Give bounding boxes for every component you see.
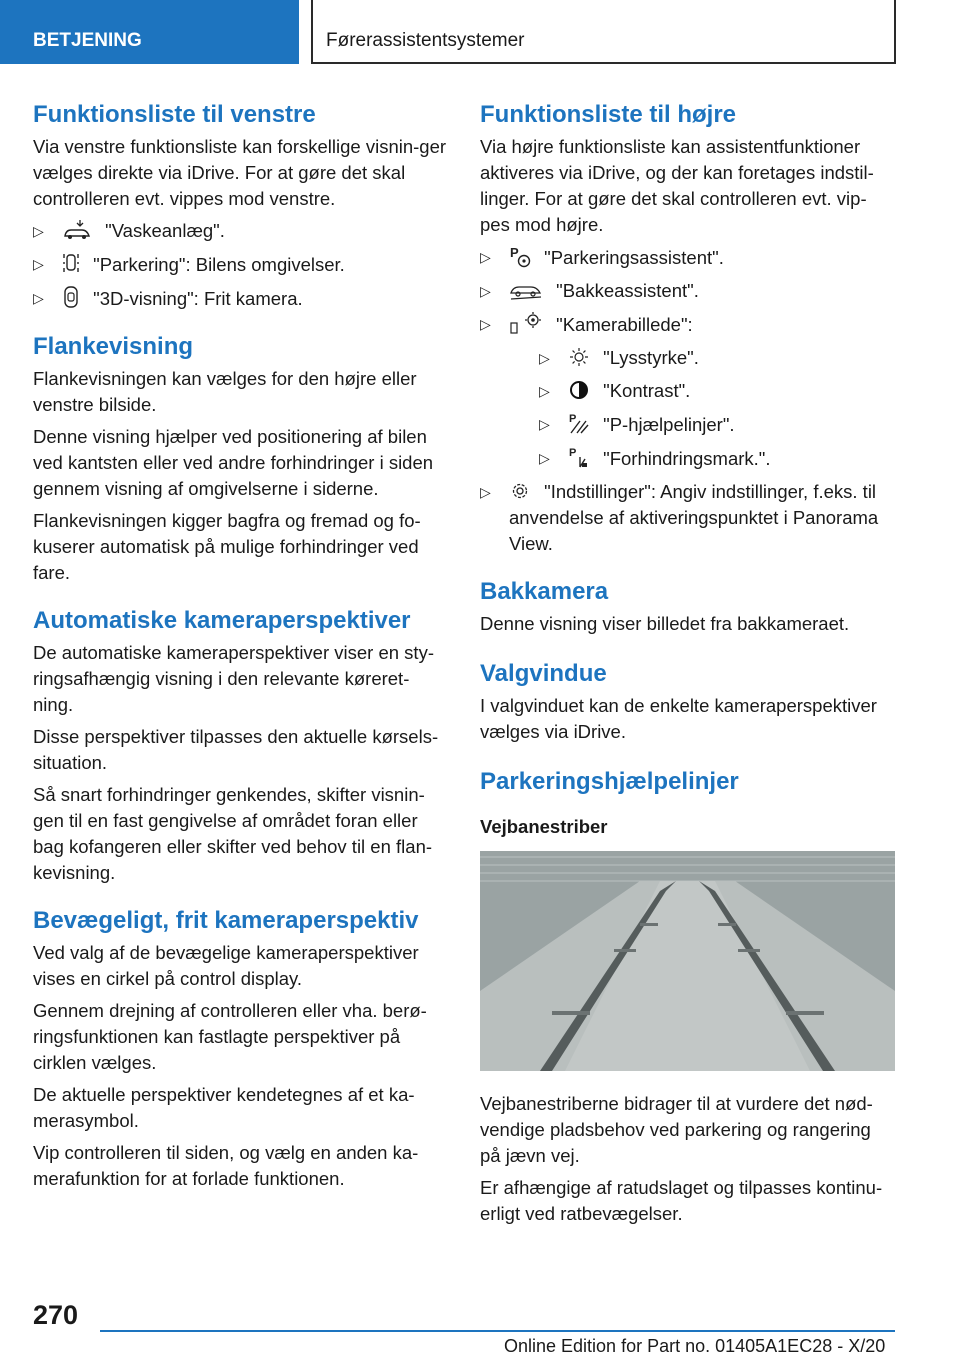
p-lines-icon: [568, 411, 590, 435]
bullet-icon: ▷: [539, 383, 550, 399]
heading-automatic-perspectives: Automatiske kameraperspektiver: [33, 607, 411, 634]
item-label: "Kamerabillede":: [556, 314, 693, 335]
parking-view-icon: [62, 251, 80, 275]
right-function-items: [480, 244, 895, 557]
item-label: "Lysstyrke".: [603, 347, 699, 368]
bullet-icon: ▷: [539, 416, 550, 432]
heading-left-function-list: Funktionsliste til venstre: [33, 101, 316, 128]
item-label: "Forhindringsmark.".: [603, 448, 771, 469]
paragraph: Denne visning viser billedet fra bakkameraet.: [480, 613, 850, 634]
item-label: "3D-visning": Frit kamera.: [93, 288, 303, 309]
item-label: "Bakkeassistent".: [556, 280, 699, 301]
section-parking-lines: [480, 767, 895, 1227]
paragraph: Flankevisningen kan vælges for den højre eller venstre bilside.: [33, 368, 417, 415]
heading-free-perspective: Bevægeligt, frit kameraperspektiv: [33, 907, 419, 934]
paragraph: Så snart forhindringer genkendes, skifter visnin-gen til en fast gengivelse af området foran eller bag kofangeren eller skifter ved behov til en flan-kevisning.: [33, 784, 433, 883]
list-item-camera-image: [480, 311, 895, 472]
page-number: 270: [33, 1300, 79, 1330]
settings-gear-icon: [509, 480, 531, 502]
header-chapter-title: Førerassistentsystemer: [311, 0, 896, 64]
footer-divider: [100, 1330, 895, 1332]
bullet-icon: ▷: [33, 290, 44, 306]
list-item-settings: [480, 479, 895, 557]
paragraph: De aktuelle perspektiver kendetegnes af et ka-merasymbol.: [33, 1084, 415, 1131]
section-free-perspective: [33, 906, 448, 1192]
list-item-car-wash: [33, 218, 448, 244]
list-item-obstacle-marking: [509, 445, 895, 472]
list-item-brightness: [509, 345, 895, 371]
item-label: "Kontrast".: [603, 380, 691, 401]
left-column: [33, 100, 448, 1212]
subheading-lane-stripes: Vejbanestriber: [480, 816, 608, 837]
heading-right-function-list: Funktionsliste til højre: [480, 101, 737, 128]
heading-rear-camera: Bakkamera: [480, 578, 609, 605]
paragraph: I valgvinduet kan de enkelte kameraperspektiver vælges via iDrive.: [480, 695, 877, 742]
section-selection-window: [480, 659, 895, 745]
right-column: [480, 100, 895, 1247]
camera-image-icon: [509, 311, 543, 335]
bullet-icon: ▷: [33, 256, 44, 272]
bullet-icon: ▷: [480, 316, 491, 332]
paragraph: Flankevisningen kigger bagfra og fremad og fo-kuserer automatisk på mulige forhindringer ved fare.: [33, 510, 421, 583]
heading-parking-lines: Parkeringshjælpelinjer: [480, 768, 739, 795]
car-wash-icon: [62, 219, 92, 241]
item-label: "Parkeringsassistent".: [544, 247, 724, 268]
bullet-icon: ▷: [480, 249, 491, 265]
item-label: "P-hjælpelinjer".: [603, 414, 735, 435]
list-item-parking-view: [33, 251, 448, 278]
bullet-icon: ▷: [539, 350, 550, 366]
bullet-icon: ▷: [539, 450, 550, 466]
svg-text:P: P: [510, 245, 519, 260]
bullet-icon: ▷: [480, 484, 491, 500]
heading-selection-window: Valgvindue: [480, 660, 607, 687]
camera-image-subitems: [509, 345, 895, 472]
paragraph: Disse perspektiver tilpasses den aktuelle kørsels-situation.: [33, 726, 439, 773]
item-label: "Indstillinger": Angiv indstillinger, f.eks. til anvendelse af aktiveringspunktet i Panorama View.: [509, 481, 879, 554]
list-item-parking-assistant: [480, 244, 895, 271]
paragraph: Er afhængige af ratudslaget og tilpasses kontinu-erligt ved ratbevægelser.: [480, 1177, 883, 1224]
bullet-icon: ▷: [33, 223, 44, 239]
paragraph: Ved valg af de bevægelige kameraperspektiver vises en cirkel på control display.: [33, 942, 419, 989]
3d-view-icon: [62, 285, 80, 309]
lane-stripes-illustration: [480, 851, 895, 1071]
heading-flank-view: Flankevisning: [33, 333, 194, 360]
paragraph: Vejbanestriberne bidrager til at vurdere det nød-vendige pladsbehov ved parkering og rangering på jævn vej.: [480, 1093, 873, 1166]
section-right-function-list: [480, 100, 895, 557]
contrast-icon: [568, 379, 590, 401]
brightness-icon: [568, 346, 590, 368]
list-item-contrast: [509, 378, 895, 404]
obstacle-marking-icon: [568, 445, 590, 469]
paragraph: De automatiske kameraperspektiver viser en sty-ringsafhængig visning i den relevante køreret-ning.: [33, 642, 434, 715]
bullet-icon: ▷: [480, 283, 491, 299]
item-label: "Parkering": Bilens omgivelser.: [93, 254, 345, 275]
list-item-3d-view: [33, 285, 448, 312]
section-left-function-list: [33, 100, 448, 312]
paragraph: Gennem drejning af controlleren eller vha. berø-ringsfunktionen kan fastlagte perspektiver på cirklen vælges.: [33, 1000, 427, 1073]
header-section-tab: BETJENING: [0, 0, 299, 64]
svg-text:P: P: [569, 447, 577, 459]
hill-assistant-icon: [509, 279, 543, 301]
left-function-items: [33, 218, 448, 312]
list-item-p-lines: [509, 411, 895, 438]
paragraph: Via højre funktionsliste kan assistentfunktioner aktiveres via iDrive, og der kan foretages indstil-linger. For at gøre det skal controlleren evt. vip-pes mod højre.: [480, 136, 874, 235]
section-flank-view: [33, 332, 448, 586]
paragraph: Denne visning hjælper ved positionering af bilen ved kantsten eller ved andre forhindringer i siden gennem visning af omgivelserne i siderne.: [33, 426, 434, 499]
item-label: "Vaskeanlæg".: [105, 220, 225, 241]
footer-edition: Online Edition for Part no. 01405A1EC28 - X/20: [504, 1336, 886, 1356]
svg-text:P: P: [569, 413, 577, 425]
list-item-hill-assistant: [480, 278, 895, 304]
section-rear-camera: [480, 577, 895, 637]
paragraph: Via venstre funktionsliste kan forskellige visnin-ger vælges direkte via iDrive. For at gøre det skal controlleren evt. vippes mod venstre.: [33, 136, 447, 209]
section-automatic-perspectives: [33, 606, 448, 886]
paragraph: Vip controlleren til siden, og vælg en anden ka-merafunktion for at forlade funktionen.: [33, 1142, 419, 1189]
parking-assistant-icon: [509, 244, 531, 268]
